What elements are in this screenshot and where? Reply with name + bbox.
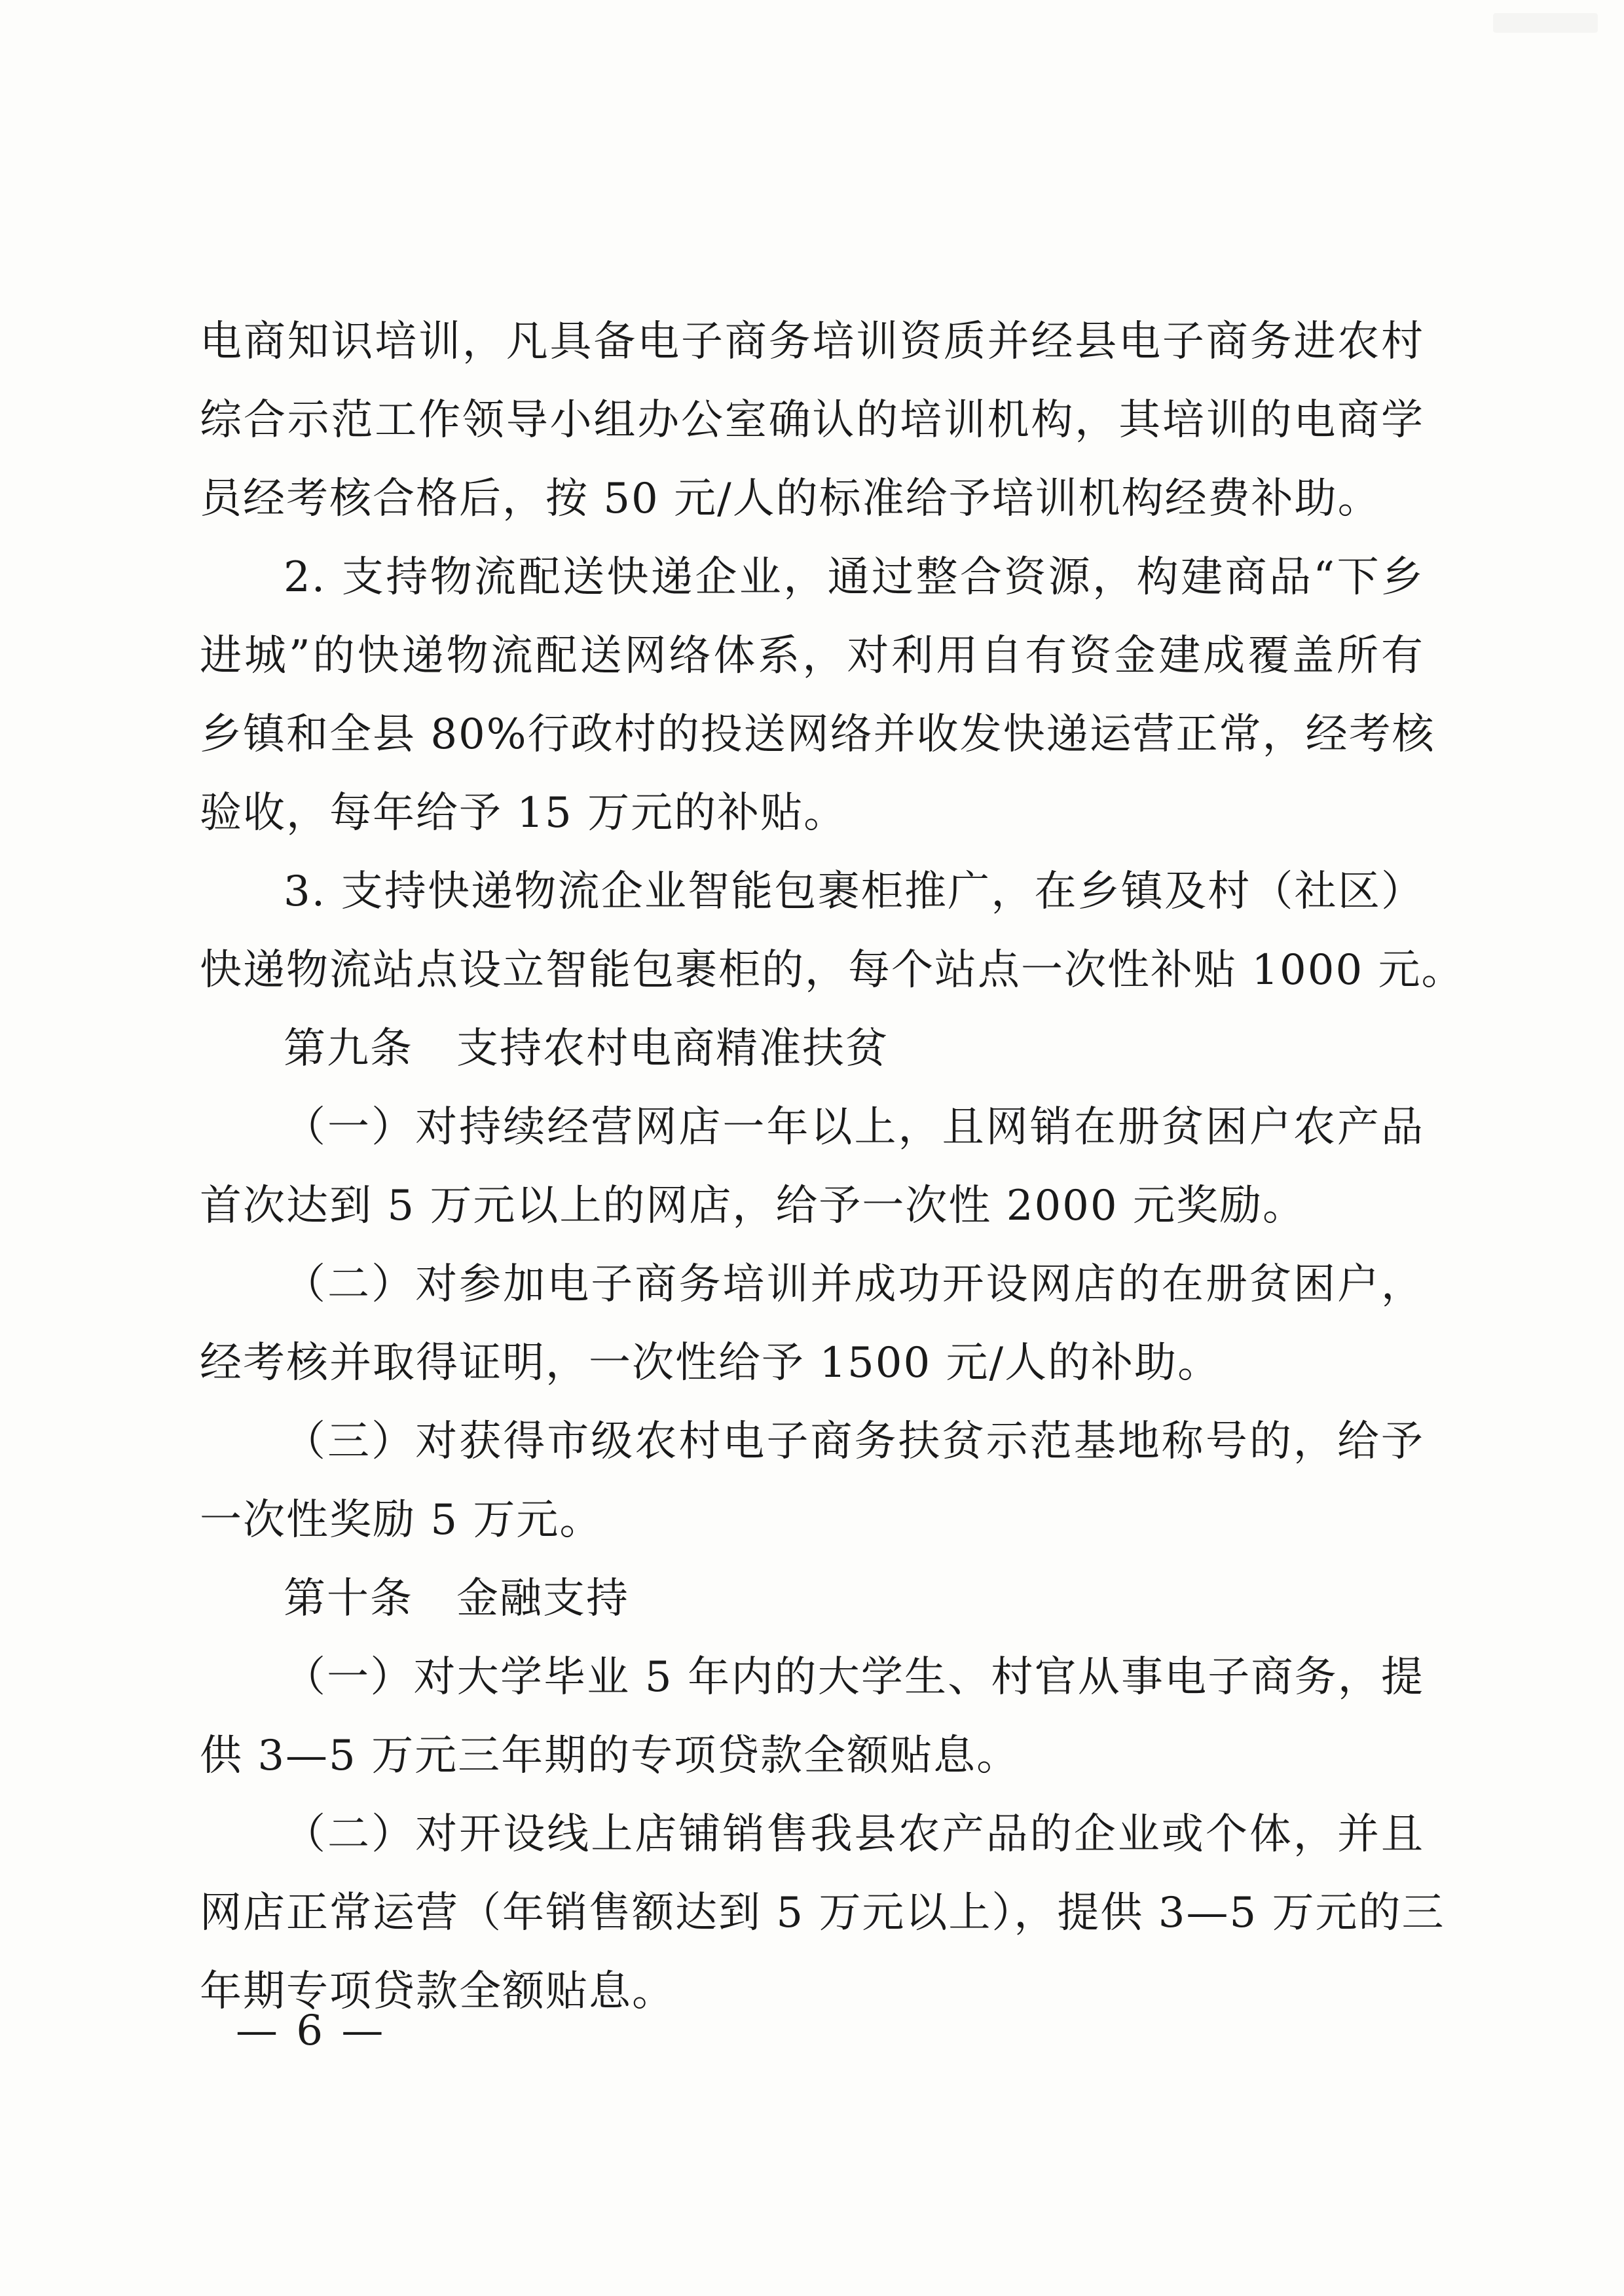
text-line: （三）对获得市级农村电子商务扶贫示范基地称号的，给予 (284, 1417, 1424, 1466)
text-line: （二）对开设线上店铺销售我县农产品的企业或个体，并且 (284, 1810, 1424, 1859)
scan-artifact (1493, 13, 1598, 33)
text-line: （一）对大学毕业 5 年内的大学生、村官从事电子商务，提 (284, 1653, 1424, 1702)
text-line: （一）对持续经营网店一年以上，且网销在册贫困户农产品 (284, 1103, 1424, 1152)
article-heading-9: 第九条 支持农村电商精准扶贫 (284, 1025, 889, 1073)
text-line: 进城”的快递物流配送网络体系，对利用自有资金建成覆盖所有 (200, 632, 1424, 680)
text-line: 电商知识培训，凡具备电子商务培训资质并经县电子商务进农村 (200, 318, 1424, 366)
body-text (200, 302, 1465, 2031)
text-line: （二）对参加电子商务培训并成功开设网店的在册贫困户， (284, 1260, 1424, 1309)
text-line: 网店正常运营（年销售额达到 5 万元以上），提供 3—5 万元的三 (200, 1889, 1445, 1937)
page-number: — 6 — (236, 2007, 386, 2055)
text-line: 员经考核合格后，按 50 元/人的标准给予培训机构经费补助。 (200, 475, 1381, 523)
text-line: 经考核并取得证明，一次性给予 1500 元/人的补助。 (200, 1339, 1221, 1387)
text-line: 快递物流站点设立智能包裹柜的，每个站点一次性补贴 1000 元。 (200, 946, 1465, 994)
text-line: 综合示范工作领导小组办公室确认的培训机构，其培训的电商学 (200, 396, 1424, 445)
text-line: 首次达到 5 万元以上的网店，给予一次性 2000 元奖励。 (200, 1182, 1306, 1230)
text-line: 供 3—5 万元三年期的专项贷款全额贴息。 (200, 1732, 1020, 1780)
text-line: 一次性奖励 5 万元。 (200, 1496, 603, 1544)
text-line: 年期专项贷款全额贴息。 (200, 1967, 675, 2016)
text-line: 2. 支持物流配送快递企业，通过整合资源，构建商品“下乡 (284, 553, 1424, 602)
text-line: 验收，每年给予 15 万元的补贴。 (200, 789, 847, 837)
text-line: 3. 支持快递物流企业智能包裹柜推广，在乡镇及村（社区） (284, 867, 1424, 916)
article-heading-10: 第十条 金融支持 (284, 1575, 629, 1623)
text-line: 乡镇和全县 80%行政村的投送网络并收发快递运营正常，经考核 (200, 710, 1435, 759)
